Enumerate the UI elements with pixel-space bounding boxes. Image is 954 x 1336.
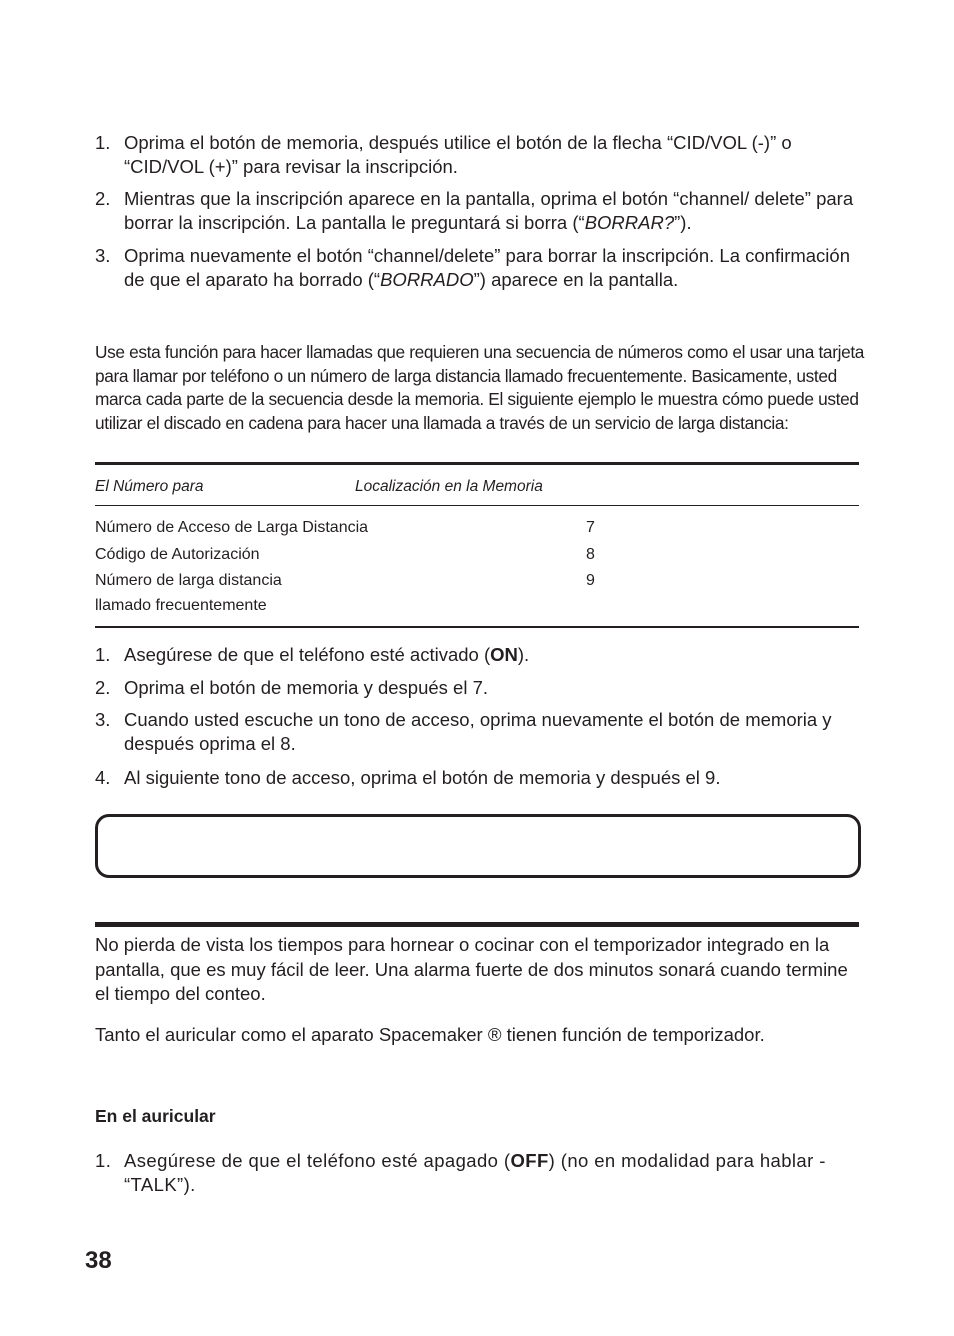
table-bottom-rule [95,626,859,628]
timer-intro: No pierda de vista los tiempos para hornear o cocinar con el temporizador integrado en la pantalla, que es muy fácil de leer. Una alarma fuerte de dos minutos sonará cuando termine el tiempo del conteo. [95,934,848,1004]
handset-step-1 [95,1149,865,1197]
section-rule [95,922,859,927]
step-text: Asegúrese de que el teléfono esté activado (ON). [124,644,530,665]
table-row-value: 8 [586,546,595,563]
table-row-label: llamado frecuentemente [95,597,267,614]
state-label: OFF [510,1150,549,1171]
step-text: Cuando usted escuche un tono de acceso, oprima nuevamente el botón de memoria y después oprima el 8. [124,709,832,754]
table-header-rule [95,505,859,506]
table-row-value: 7 [586,519,595,536]
step-text: Oprima el botón de memoria y después el 7. [124,677,489,698]
chain-step-2 [95,676,865,700]
table-header-number: El Número para [95,478,204,495]
step-number: 2. [95,188,111,209]
step-text: Asegúrese de que el teléfono esté apagado (OFF) (no en modalidad para hablar - “TALK”). [124,1150,826,1195]
handset-heading: En el auricular [95,1106,216,1126]
step-text: Oprima nuevamente el botón “channel/delete” para borrar la inscripción. La confirmación de que el aparato ha borrado (“BORRADO”) aparece en la pantalla. [124,245,850,290]
step-text: Oprima el botón de memoria, después utilice el botón de la flecha “CID/VOL (-)” o “CID/VOL (+)” para revisar la inscripción. [124,132,792,177]
table-header-location: Localización en la Memoria [355,478,543,495]
state-label: ON [490,644,518,665]
step-number: 1. [95,132,111,153]
screen-message: BORRADO [380,269,474,290]
step-text: Mientras que la inscripción aparece en la pantalla, oprima el botón “channel/ delete” para borrar la inscripción. La pantalla le preguntará si borra (“BORRAR?”). [124,188,854,233]
erase-step-2 [95,187,865,235]
step-number: 3. [95,709,111,730]
chain-step-3 [95,708,865,756]
step-number: 1. [95,644,111,665]
erase-step-3 [95,244,865,292]
table-row-value: 9 [586,572,595,589]
chain-step-1 [95,643,865,667]
note-box [95,814,861,878]
chain-step-4 [95,766,865,790]
timer-note: Tanto el auricular como el aparato Spacemaker ® tienen función de temporizador. [95,1024,765,1045]
page-number: 38 [85,1247,112,1274]
step-number: 4. [95,767,111,788]
screen-message: BORRAR? [584,212,675,233]
table-row-label: Código de Autorización [95,546,260,563]
step-number: 2. [95,677,111,698]
chain-dialing-intro: Use esta función para hacer llamadas que requieren una secuencia de números como el usar una tarjeta para llamar por teléfono o un número de larga distancia llamado frecuentemente. Basicamente, usted marca cada parte de la secuencia desde la memoria. El siguiente ejemplo le muestra cómo puede usted utilizar el discado en cadena para hacer una llamada a través de un servicio de larga distancia: [95,342,865,433]
table-row-label: Número de larga distancia [95,572,282,589]
step-text: Al siguiente tono de acceso, oprima el botón de memoria y después el 9. [124,767,721,788]
step-number: 1. [95,1150,112,1171]
table-row-label: Número de Acceso de Larga Distancia [95,519,369,536]
step-number: 3. [95,245,111,266]
erase-step-1 [95,131,865,179]
table-top-rule [95,462,859,465]
